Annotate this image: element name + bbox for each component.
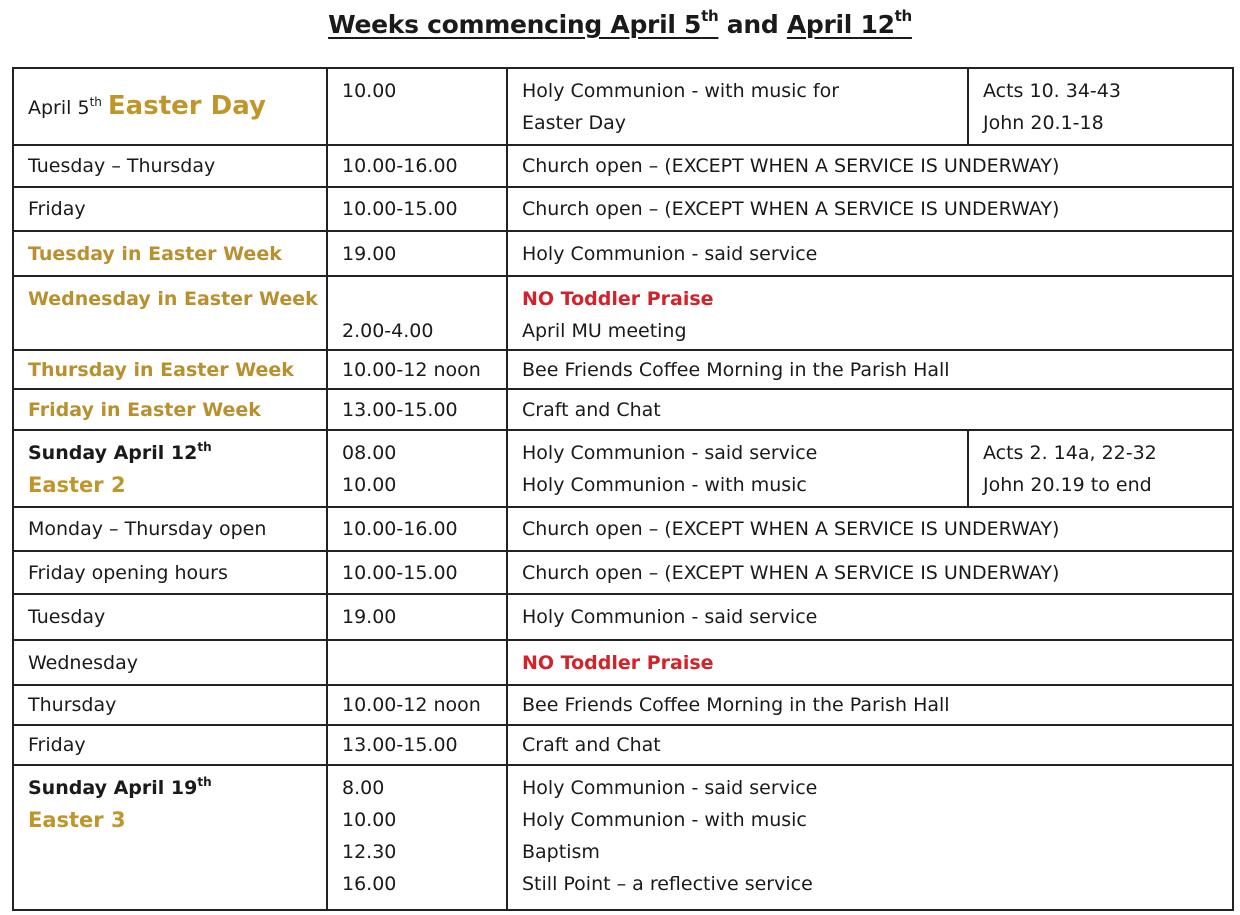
- table-row: [13, 231, 1233, 276]
- page-title: Weeks commencing April 5th and April 12th: [328, 7, 912, 39]
- event-cell: NO Toddler Praise: [507, 640, 1233, 685]
- table-row: [13, 594, 1233, 640]
- event-cell: Holy Communion - said service: [507, 594, 1233, 640]
- table-row: [13, 640, 1233, 685]
- event-cell: Holy Communion - with music for Easter Day: [507, 68, 968, 145]
- event-cell: Church open – (EXCEPT WHEN A SERVICE IS UNDERWAY): [507, 551, 1233, 594]
- table-row: [13, 389, 1233, 430]
- table-row: [13, 187, 1233, 231]
- day-cell: April 5th Easter Day: [13, 68, 327, 145]
- day-cell: Tuesday: [13, 594, 327, 640]
- day-cell: Friday opening hours: [13, 551, 327, 594]
- table-row: [13, 551, 1233, 594]
- table-row: [13, 430, 1233, 507]
- time-cell: 2.00-4.00: [327, 276, 507, 350]
- time-cell: 10.00-16.00: [327, 507, 507, 551]
- event-cell: Church open – (EXCEPT WHEN A SERVICE IS UNDERWAY): [507, 145, 1233, 187]
- event-cell: Bee Friends Coffee Morning in the Parish Hall: [507, 350, 1233, 389]
- table-row: [13, 725, 1233, 765]
- table-row: [13, 276, 1233, 350]
- schedule-table: [12, 67, 1234, 911]
- event-cell: Holy Communion - said service Holy Communion - with music: [507, 430, 968, 507]
- event-cell: Bee Friends Coffee Morning in the Parish Hall: [507, 685, 1233, 725]
- time-cell: 10.00-16.00: [327, 145, 507, 187]
- table-row: [13, 68, 1233, 145]
- table-row: [13, 765, 1233, 910]
- day-cell: Thursday in Easter Week: [13, 350, 327, 389]
- readings-cell: Acts 10. 34-43 John 20.1-18: [968, 68, 1233, 145]
- event-cell: Craft and Chat: [507, 389, 1233, 430]
- day-cell: Wednesday: [13, 640, 327, 685]
- time-cell: 08.00 10.00: [327, 430, 507, 507]
- event-cell: Church open – (EXCEPT WHEN A SERVICE IS UNDERWAY): [507, 187, 1233, 231]
- time-cell: 10.00: [327, 68, 507, 145]
- day-cell: Thursday: [13, 685, 327, 725]
- day-cell: Sunday April 12th Easter 2: [13, 430, 327, 507]
- day-cell: Tuesday – Thursday: [13, 145, 327, 187]
- table-row: [13, 507, 1233, 551]
- event-cell: NO Toddler Praise April MU meeting: [507, 276, 1233, 350]
- time-cell: 8.00 10.00 12.30 16.00: [327, 765, 507, 910]
- time-cell: 10.00-12 noon: [327, 685, 507, 725]
- event-cell: Holy Communion - said service: [507, 231, 1233, 276]
- day-cell: Friday: [13, 725, 327, 765]
- time-cell: 10.00-15.00: [327, 551, 507, 594]
- time-cell: 10.00-12 noon: [327, 350, 507, 389]
- time-cell: [327, 640, 507, 685]
- event-cell: Craft and Chat: [507, 725, 1233, 765]
- day-cell: Friday: [13, 187, 327, 231]
- time-cell: 13.00-15.00: [327, 725, 507, 765]
- time-cell: 19.00: [327, 594, 507, 640]
- day-cell: Sunday April 19th Easter 3: [13, 765, 327, 910]
- time-cell: 13.00-15.00: [327, 389, 507, 430]
- table-row: [13, 350, 1233, 389]
- day-cell: Friday in Easter Week: [13, 389, 327, 430]
- day-cell: Tuesday in Easter Week: [13, 231, 327, 276]
- table-row: [13, 685, 1233, 725]
- time-cell: 10.00-15.00: [327, 187, 507, 231]
- day-cell: Monday – Thursday open: [13, 507, 327, 551]
- time-cell: 19.00: [327, 231, 507, 276]
- table-row: [13, 145, 1233, 187]
- day-cell: Wednesday in Easter Week: [13, 276, 327, 350]
- event-cell: Church open – (EXCEPT WHEN A SERVICE IS UNDERWAY): [507, 507, 1233, 551]
- event-cell: Holy Communion - said service Holy Communion - with music Baptism Still Point – a reflective service: [507, 765, 1233, 910]
- readings-cell: Acts 2. 14a, 22-32 John 20.19 to end: [968, 430, 1233, 507]
